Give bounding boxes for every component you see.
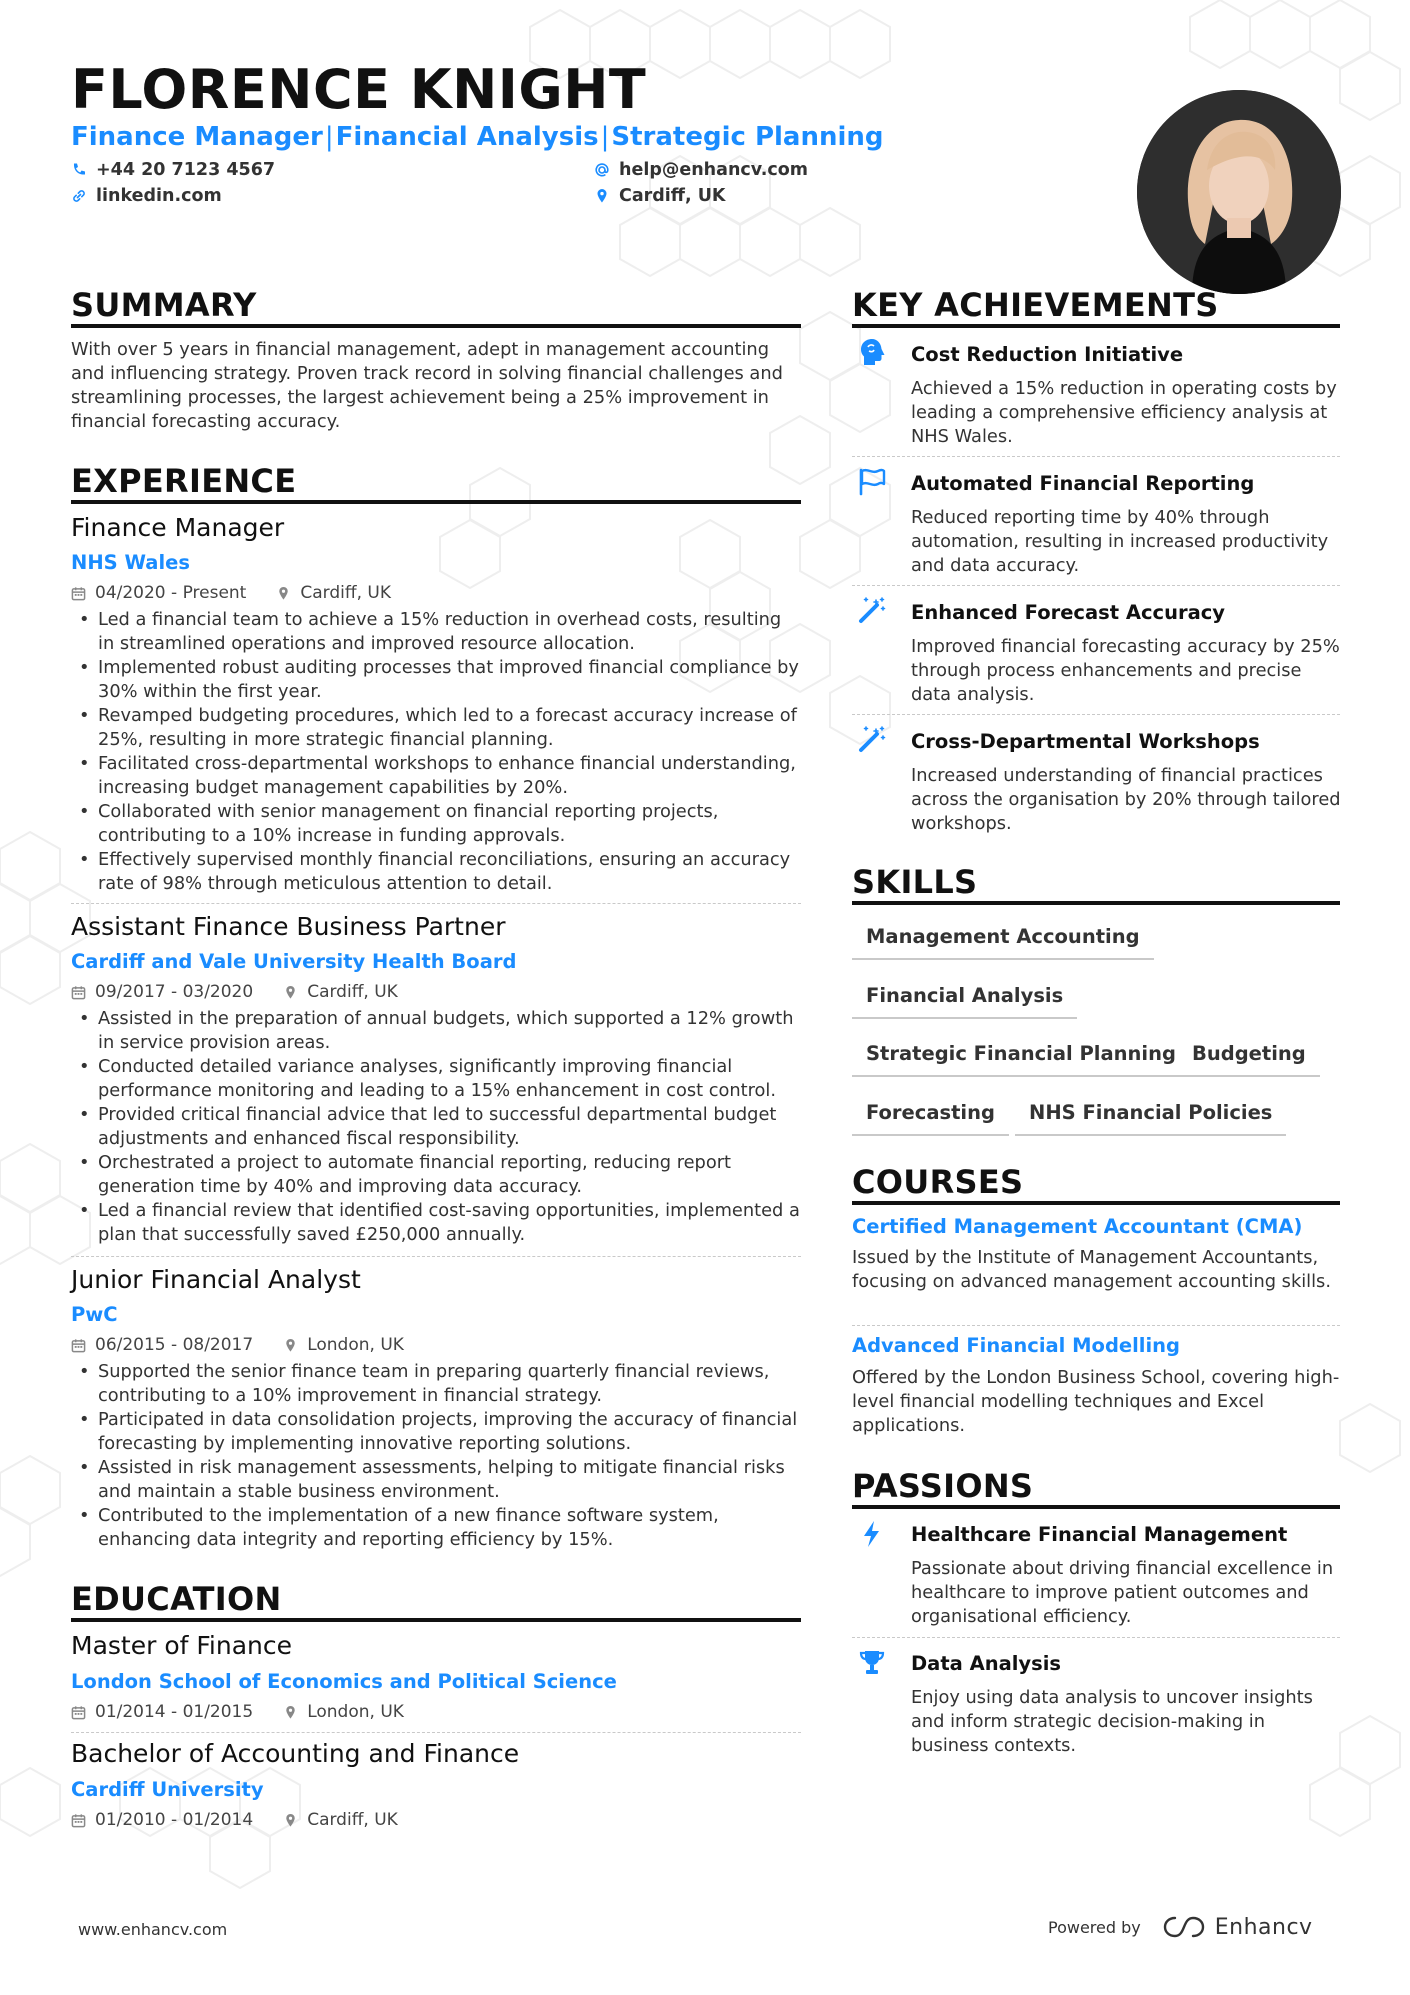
calendar-icon <box>71 1338 86 1353</box>
summary-heading: SUMMARY <box>71 286 257 324</box>
passion-text: Enjoy using data analysis to uncover insights and inform strategic decision-making in business contexts. <box>911 1687 1313 1756</box>
list-item: • Provided critical financial advice that led to successful departmental budget adjustments and enhanced fiscal responsibility. <box>71 1103 801 1151</box>
location-pin-icon <box>283 1705 298 1720</box>
candidate-name: FLORENCE KNIGHT <box>71 58 647 121</box>
divider <box>71 1256 801 1257</box>
company-name: Cardiff and Vale University Health Board <box>71 950 517 973</box>
location-text: Cardiff, UK <box>619 186 726 206</box>
education-meta <box>71 1810 398 1830</box>
lightning-icon <box>857 1519 887 1549</box>
skill-tag: Management Accounting <box>852 925 1154 960</box>
calendar-icon <box>71 1705 86 1720</box>
enhancv-logo[interactable] <box>1161 1914 1313 1940</box>
achievement-text: Achieved a 15% reduction in operating costs by leading a comprehensive efficiency analysis at NHS Wales. <box>911 378 1337 447</box>
divider <box>71 1732 801 1733</box>
at-icon <box>594 162 610 178</box>
achievement-text: Increased understanding of financial practices across the organisation by 20% through tailored workshops. <box>911 765 1341 834</box>
course-text: Offered by the London Business School, covering high-level financial modelling techniques and Excel applications. <box>852 1367 1340 1436</box>
contact-phone[interactable] <box>71 160 275 180</box>
location-pin-icon <box>276 586 291 601</box>
job-location: Cardiff, UK <box>307 982 398 1002</box>
achievement-title: Cross-Departmental Workshops <box>911 730 1260 753</box>
education-meta <box>71 1702 404 1722</box>
education-rule <box>71 1618 801 1622</box>
experience-rule <box>71 500 801 504</box>
passion-title: Data Analysis <box>911 1652 1062 1675</box>
location-pin-icon <box>283 985 298 1000</box>
course-text: Issued by the Institute of Management Accountants, focusing on advanced management accounting skills. <box>852 1247 1331 1292</box>
achievements-heading: KEY ACHIEVEMENTS <box>852 286 1219 324</box>
brand-name: Enhancv <box>1214 1914 1313 1940</box>
headline-item: Strategic Planning <box>611 122 884 152</box>
passions-rule <box>852 1505 1340 1509</box>
passion-title: Healthcare Financial Management <box>911 1523 1288 1546</box>
list-item: • Collaborated with senior management on financial reporting projects, contributing to a 10% increase in funding approvals. <box>71 800 801 848</box>
powered-by-text: Powered by <box>1048 1917 1141 1937</box>
school-name: London School of Economics and Political Science <box>71 1670 617 1693</box>
courses-heading: COURSES <box>852 1163 1024 1201</box>
location-pin-icon <box>594 188 610 204</box>
education-dates: 01/2010 - 01/2014 <box>95 1810 254 1830</box>
profile-photo <box>1137 90 1341 294</box>
education-location: London, UK <box>307 1702 404 1722</box>
education-heading: EDUCATION <box>71 1580 282 1618</box>
job-location: Cardiff, UK <box>300 583 391 603</box>
head-icon <box>857 337 887 367</box>
company-name: NHS Wales <box>71 551 190 574</box>
magic-wand-icon <box>857 724 887 754</box>
education-location: Cardiff, UK <box>307 1810 398 1830</box>
achievements-rule <box>852 324 1340 328</box>
course-title: Certified Management Accountant (CMA) <box>852 1215 1303 1238</box>
job-dates: 09/2017 - 03/2020 <box>95 982 254 1002</box>
achievement-title: Enhanced Forecast Accuracy <box>911 601 1225 624</box>
calendar-icon <box>71 1813 86 1828</box>
headline <box>71 122 884 152</box>
link-icon <box>71 188 87 204</box>
list-item: • Contributed to the implementation of a new finance software system, enhancing data integrity and reporting efficiency by 15%. <box>71 1504 801 1552</box>
job-bullets <box>71 1360 801 1552</box>
job-meta <box>71 1335 404 1355</box>
job-dates: 06/2015 - 08/2017 <box>95 1335 254 1355</box>
location-pin-icon <box>283 1813 298 1828</box>
divider <box>852 585 1340 586</box>
skills-heading: SKILLS <box>852 863 978 901</box>
divider <box>852 1637 1340 1638</box>
divider <box>71 903 801 904</box>
list-item: • Supported the senior finance team in preparing quarterly financial reviews, contributing to a 10% improvement in financial strategy. <box>71 1360 801 1408</box>
contact-linkedin[interactable] <box>71 186 222 206</box>
achievement-text: Reduced reporting time by 40% through automation, resulting in increased productivity and data accuracy. <box>911 507 1329 576</box>
experience-heading: EXPERIENCE <box>71 462 297 500</box>
skill-tag: Financial Analysis <box>852 984 1077 1019</box>
job-location: London, UK <box>307 1335 404 1355</box>
summary-rule <box>71 324 801 328</box>
flag-icon <box>857 466 887 496</box>
job-dates: 04/2020 - Present <box>95 583 247 603</box>
calendar-icon <box>71 985 86 1000</box>
achievement-title: Automated Financial Reporting <box>911 472 1255 495</box>
phone-icon <box>71 162 87 178</box>
skills-rule <box>852 901 1340 905</box>
course-title: Advanced Financial Modelling <box>852 1334 1181 1357</box>
skill-tag: Forecasting <box>852 1101 1009 1136</box>
company-name: PwC <box>71 1303 118 1326</box>
location-pin-icon <box>283 1338 298 1353</box>
magic-wand-icon <box>857 595 887 625</box>
skill-tag: Strategic Financial Planning <box>852 1042 1190 1077</box>
list-item: • Led a financial team to achieve a 15% reduction in overhead costs, resulting in streamlined operations and improved resource allocation. <box>71 608 801 656</box>
footer-powered <box>1048 1914 1313 1940</box>
school-name: Cardiff University <box>71 1778 264 1801</box>
job-meta <box>71 583 391 603</box>
skill-tag: Budgeting <box>1178 1042 1320 1077</box>
list-item: • Led a financial review that identified cost-saving opportunities, implemented a plan that successfully saved £250,000 annually. <box>71 1199 801 1247</box>
trophy-icon <box>857 1648 887 1678</box>
list-item: • Implemented robust auditing processes that improved financial compliance by 30% within the first year. <box>71 656 801 704</box>
degree-title: Bachelor of Accounting and Finance <box>71 1739 520 1768</box>
achievement-text: Improved financial forecasting accuracy by 25% through process enhancements and precise data analysis. <box>911 636 1340 705</box>
headline-separator: | <box>324 122 334 152</box>
list-item: • Assisted in risk management assessments, helping to mitigate financial risks and maintain a stable business environment. <box>71 1456 801 1504</box>
list-item: • Participated in data consolidation projects, improving the accuracy of financial forecasting by implementing innovative reporting solutions. <box>71 1408 801 1456</box>
calendar-icon <box>71 586 86 601</box>
job-bullets <box>71 1007 801 1247</box>
passions-heading: PASSIONS <box>852 1467 1034 1505</box>
courses-rule <box>852 1201 1340 1205</box>
headline-item: Financial Analysis <box>335 122 599 152</box>
footer-website[interactable]: www.enhancv.com <box>78 1920 228 1939</box>
summary-text: With over 5 years in financial management, adept in management accounting and influencing strategy. Proven track record in solving financial challenges and streamlining processes, the largest achievement being a 25% improvement in financial forecasting accuracy. <box>71 339 783 432</box>
job-bullets <box>71 608 801 896</box>
list-item: • Facilitated cross-departmental workshops to enhance financial understanding, increasing budget management capabilities by 20%. <box>71 752 801 800</box>
job-title: Assistant Finance Business Partner <box>71 912 506 941</box>
divider <box>852 714 1340 715</box>
contact-location <box>594 186 726 206</box>
headline-separator: | <box>600 122 610 152</box>
education-dates: 01/2014 - 01/2015 <box>95 1702 254 1722</box>
skill-tag: NHS Financial Policies <box>1015 1101 1286 1136</box>
list-item: • Assisted in the preparation of annual budgets, which supported a 12% growth in service provision areas. <box>71 1007 801 1055</box>
job-meta <box>71 982 398 1002</box>
enhancv-logo-icon <box>1161 1914 1207 1940</box>
passion-text: Passionate about driving financial excellence in healthcare to improve patient outcomes and organisational efficiency. <box>911 1558 1334 1627</box>
linkedin-text: linkedin.com <box>96 186 222 206</box>
achievement-title: Cost Reduction Initiative <box>911 343 1184 366</box>
divider <box>852 456 1340 457</box>
job-title: Finance Manager <box>71 513 285 542</box>
list-item: • Conducted detailed variance analyses, significantly improving financial performance monitoring and leading to a 15% enhancement in cost control. <box>71 1055 801 1103</box>
list-item: • Revamped budgeting procedures, which led to a forecast accuracy increase of 25%, resulting in more strategic financial planning. <box>71 704 801 752</box>
job-title: Junior Financial Analyst <box>71 1265 361 1294</box>
headline-item: Finance Manager <box>71 122 323 152</box>
degree-title: Master of Finance <box>71 1631 293 1660</box>
phone-text: +44 20 7123 4567 <box>96 160 276 180</box>
list-item: • Effectively supervised monthly financial reconciliations, ensuring an accuracy rate of 98% through meticulous attention to detail. <box>71 848 801 896</box>
email-text: help@enhancv.com <box>619 160 809 180</box>
divider <box>852 1325 1340 1326</box>
list-item: • Orchestrated a project to automate financial reporting, reducing report generation time by 40% and improving data accuracy. <box>71 1151 801 1199</box>
contact-email[interactable] <box>594 160 808 180</box>
